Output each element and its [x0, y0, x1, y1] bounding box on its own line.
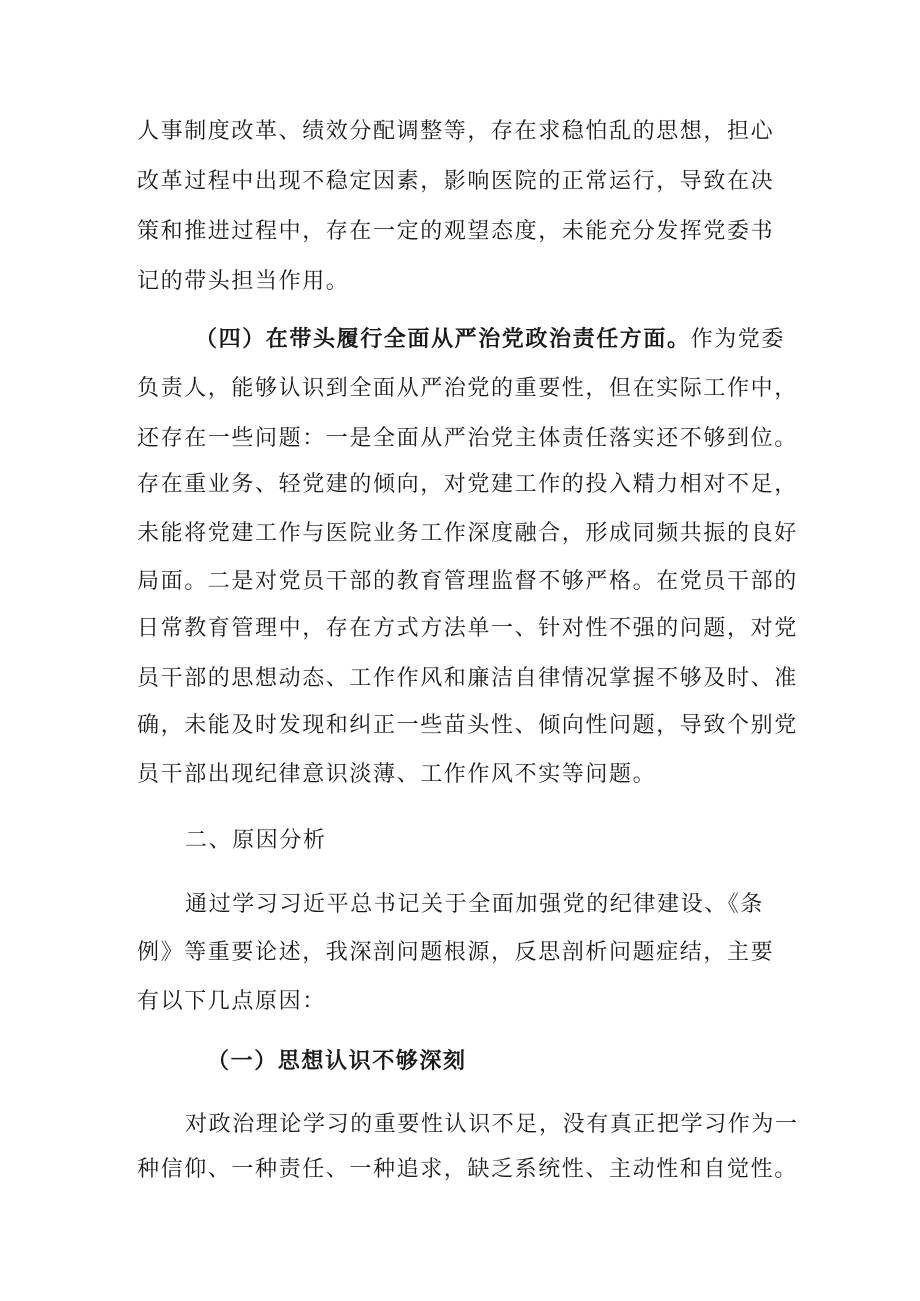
- text-line: 改革过程中出现不稳定因素，影响医院的正常运行，导致在决: [137, 169, 775, 194]
- subsection-heading: （四）在带头履行全面从严治党政治责任方面。: [195, 326, 691, 352]
- text-line: 种信仰、一种责任、一种追求，缺乏系统性、主动性和自觉性。: [137, 1157, 798, 1182]
- text-line: 未能将党建工作与医院业务工作深度融合，形成同频共振的良好: [137, 521, 798, 546]
- text-line: 局面。二是对党员干部的教育管理监督不够严格。在党员干部的: [137, 569, 798, 594]
- section-heading: 二、原因分析: [185, 828, 327, 853]
- text-line: 员干部出现纪律意识淡薄、工作作风不实等问题。: [137, 762, 657, 787]
- text-line: 存在重业务、轻党建的倾向，对党建工作的投入精力相对不足，: [137, 472, 798, 497]
- text-line: 还存在一些问题：一是全面从严治党主体责任落实还不够到位。: [137, 426, 798, 451]
- subsection-heading: （一）思想认识不够深刻: [207, 1048, 467, 1074]
- text-line: 确，未能及时发现和纠正一些苗头性、倾向性问题，导致个别党: [137, 713, 798, 738]
- text-line: 策和推进过程中，存在一定的观望态度，未能充分发挥党委书: [137, 219, 775, 244]
- text-line: [195, 324, 845, 354]
- text-line: 员干部的思想动态、工作作风和廉洁自律情况掌握不够及时、准: [137, 666, 798, 691]
- text-line: 通过学习习近平总书记关于全面加强党的纪律建设、《条: [185, 892, 765, 917]
- text-line: 人事制度改革、绩效分配调整等，存在求稳怕乱的思想，担心: [137, 119, 775, 144]
- text-line: 例》等重要论述，我深剖问题根源，反思剖析问题症结，主要: [137, 940, 775, 965]
- text-line: 有以下几点原因：: [137, 989, 326, 1014]
- text-line: 负责人，能够认识到全面从严治党的重要性，但在实际工作中，: [137, 376, 798, 401]
- text-line: 日常教育管理中，存在方式方法单一、针对性不强的问题，对党: [137, 616, 798, 641]
- text-line: 对政治理论学习的重要性认识不足，没有真正把学习作为一: [185, 1112, 799, 1137]
- text-line: 记的带头担当作用。: [137, 269, 350, 294]
- text-run: 作为党委: [690, 327, 786, 352]
